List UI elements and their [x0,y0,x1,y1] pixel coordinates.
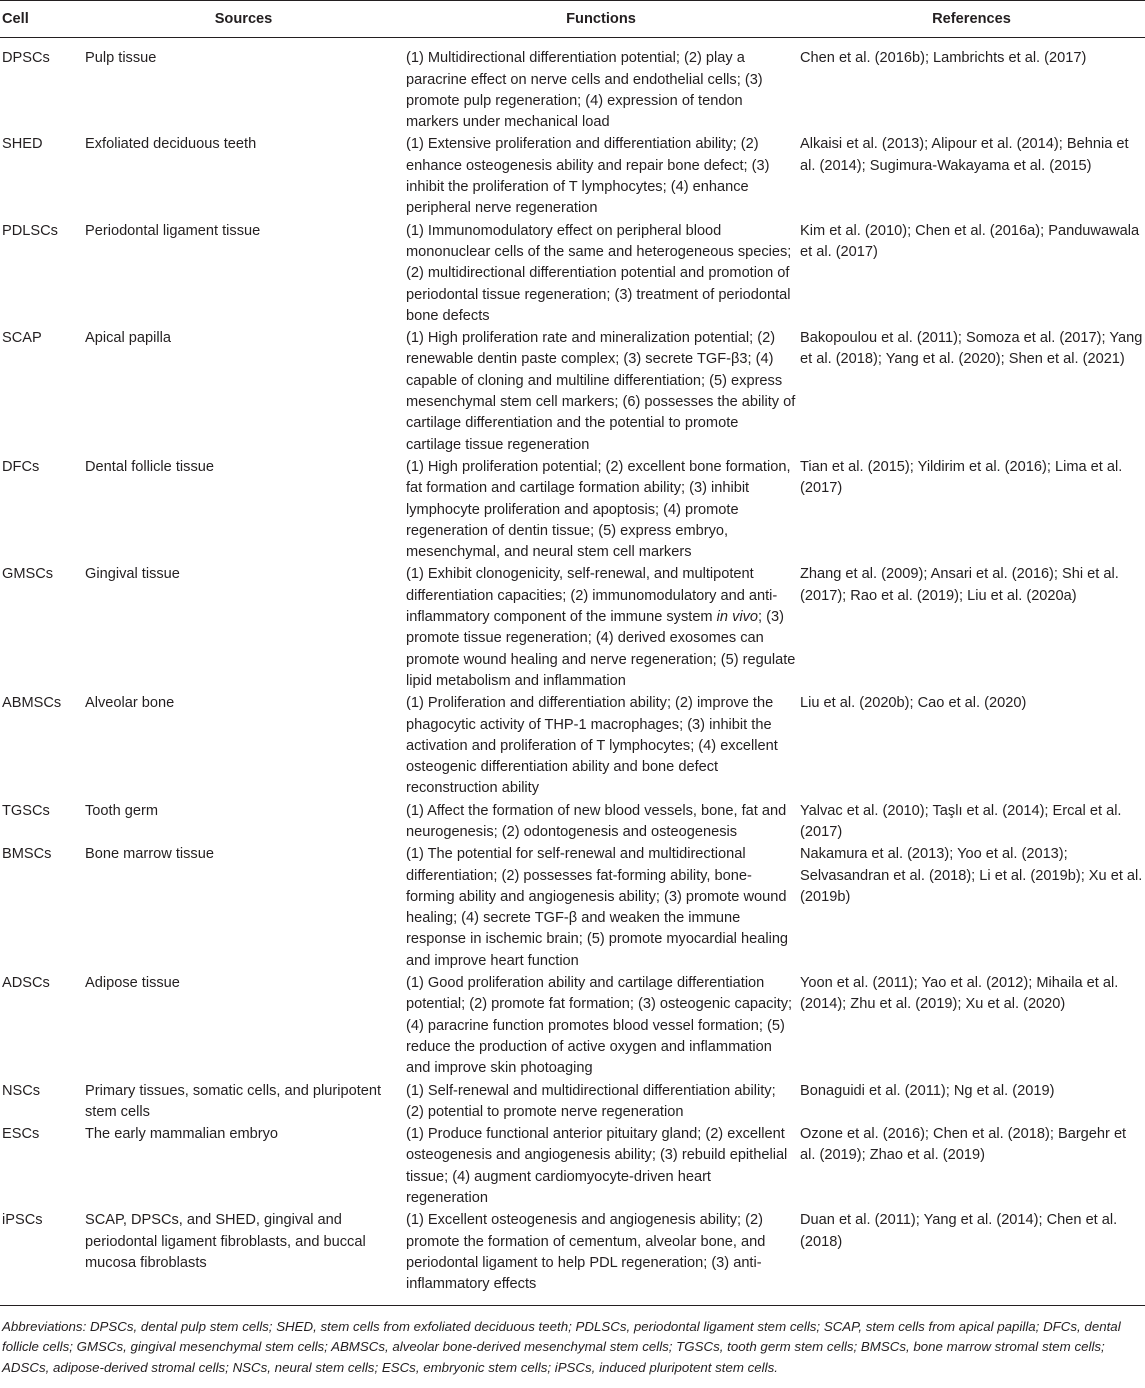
header-functions: Functions [404,1,798,38]
cell-functions: (1) Extensive proliferation and differentiation ability; (2) enhance osteogenesis ability and repair bone defect; (3) inhibit the proliferation of T lymphocytes; (4) enhance peripheral nerve regeneration [406,136,770,217]
cell-source: Apical papilla [85,330,171,347]
cell-references: Nakamura et al. (2013); Yoo et al. (2013); Selvasandran et al. (2018); Li et al. (2019b); Xu et al. (2019b) [800,846,1143,905]
cell-functions: (1) Self-renewal and multidirectional differentiation ability; (2) potential to promote nerve regeneration [406,1082,776,1120]
cell-functions: (1) The potential for self-renewal and multidirectional differentiation; (2) possesses fat-forming ability, bone-forming ability and angiogenesis ability; (3) promote wound healing; (4) secrete TGF-β and weaken the immune response in ischemic brain; (5) promote myocardial healing and improve heart function [406,846,789,969]
cell-references: Yalvac et al. (2010); Taşlı et al. (2014); Ercal et al. (2017) [800,802,1122,840]
cell-name: TGSCs [2,802,50,819]
cell-functions: (1) Produce functional anterior pituitary gland; (2) excellent osteogenesis and angiogenesis ability; (3) rebuild epithelial tissue; (4) augment cardiomyocyte-driven heart regeneration [406,1126,788,1207]
cell-functions: (1) Multidirectional differentiation potential; (2) play a paracrine effect on nerve cells and endothelial cells; (3) promote pulp regeneration; (4) expression of tendon markers under mechanical load [406,50,763,131]
cell-references: Alkaisi et al. (2013); Alipour et al. (2014); Behnia et al. (2014); Sugimura-Wakayama et al. (2015) [800,136,1129,174]
table-body [0,38,1145,1305]
cell-source: Alveolar bone [85,695,175,712]
functions-text: ; (3) promote tissue regeneration; (4) derived exosomes can promote wound healing and nerve regeneration; (5) regulate lipid metabolism and inflammation [406,609,796,689]
cell-name: GMSCs [2,566,54,583]
cell-name: DFCs [2,458,40,475]
cell-source: Pulp tissue [85,50,157,67]
header-references: References [798,1,1145,38]
cell-source: The early mammalian embryo [85,1126,279,1143]
table-footnote: Abbreviations: DPSCs, dental pulp stem cells; SHED, stem cells from exfoliated deciduous teeth; PDLSCs, periodontal ligament stem cells; SCAP, stem cells from apical papilla; DFCs, dental follicle cells; GMSCs, gingival mesenchymal stem cells; ABMSCs, alveolar bone-derived mesenchymal stem cells; TGSCs, tooth germ stem cells; BMSCs, bone marrow stromal stem cells; ADSCs, adipose-derived stromal cells; NSCs, neural stem cells; ESCs, embryonic stem cells; iPSCs, induced pluripotent stem cells. [2,1318,1121,1375]
cell-source: Periodontal ligament tissue [85,222,261,239]
cell-name: DPSCs [2,50,50,67]
cell-functions [404,563,798,692]
functions-text: (1) Exhibit clonogenicity, self-renewal, and multipotent differentiation capacities; (2) immunomodulatory and anti-inflammatory component of the immune system [406,566,778,626]
cell-source: Bone marrow tissue [85,846,214,863]
cell-source: Adipose tissue [85,975,180,992]
table-row [0,1209,1145,1305]
cell-references: Yoon et al. (2011); Yao et al. (2012); Mihaila et al. (2014); Zhu et al. (2019); Xu et al. (2020) [800,975,1119,1013]
cell-references: Liu et al. (2020b); Cao et al. (2020) [800,695,1027,712]
cell-name: ESCs [2,1126,40,1143]
cell-references: Bonaguidi et al. (2011); Ng et al. (2019) [800,1082,1055,1099]
table-row [0,1080,1145,1124]
cell-source: SCAP, DPSCs, and SHED, gingival and periodontal ligament fibroblasts, and buccal mucosa fibroblasts [83,1209,404,1305]
cell-name: iPSCs [0,1209,83,1305]
cell-functions: (1) Affect the formation of new blood vessels, bone, fat and neurogenesis; (2) odontogenesis and osteogenesis [406,802,787,840]
cell-source: Dental follicle tissue [85,458,214,475]
cell-references: Duan et al. (2011); Yang et al. (2014); Chen et al. (2018) [798,1209,1145,1305]
cell-functions: (1) High proliferation potential; (2) excellent bone formation, fat formation and cartilage formation ability; (3) inhibit lymphocyte proliferation and apoptosis; (4) promote regeneration of dentin tissue; (5) express embryo, mesenchymal, and neural stem cell markers [406,458,791,561]
table-row [0,456,1145,563]
table-row [0,972,1145,1079]
cell-references: Chen et al. (2016b); Lambrichts et al. (2017) [800,50,1087,67]
cell-functions: (1) High proliferation rate and mineralization potential; (2) renewable dentin paste complex; (3) secrete TGF-β3; (4) capable of cloning and multiline differentiation; (5) express mesenchymal stem cell markers; (6) possesses the ability of cartilage differentiation and the potential to promote cartilage tissue regeneration [406,330,796,453]
table-row [0,1123,1145,1209]
cell-name: BMSCs [2,846,52,863]
cell-name: ABMSCs [2,695,62,712]
cell-references: Bakopoulou et al. (2011); Somoza et al. (2017); Yang et al. (2018); Yang et al. (2020); Shen et al. (2021) [800,330,1143,368]
table-header [0,1,1145,38]
header-cell: Cell [0,1,83,38]
table-row [0,38,1145,134]
table-row [0,563,1145,692]
cell-source: Exfoliated deciduous teeth [85,136,257,153]
cell-name: SHED [2,136,43,153]
header-row [0,1,1145,38]
cell-functions: (1) Excellent osteogenesis and angiogenesis ability; (2) promote the formation of cementum, alveolar bone, and periodontal ligament to help PDL regeneration; (3) anti-inflammatory effects [404,1209,798,1305]
cell-functions: (1) Good proliferation ability and cartilage differentiation potential; (2) promote fat formation; (3) osteogenic capacity; (4) paracrine function promotes blood vessel formation; (5) reduce the production of active oxygen and inflammation and improve skin photoaging [406,975,793,1077]
cell-source: Tooth germ [85,802,159,819]
table-row [0,327,1145,456]
cell-name: PDLSCs [2,222,58,239]
table-row [0,843,1145,972]
cell-source: Gingival tissue [85,566,180,583]
table-row [0,220,1145,327]
cell-source: Primary tissues, somatic cells, and pluripotent stem cells [85,1082,382,1120]
table-row [0,692,1145,799]
cell-functions: (1) Immunomodulatory effect on peripheral blood mononuclear cells of the same and heterogeneous species; (2) multidirectional differentiation potential and promotion of periodontal tissue regeneration; (3) treatment of periodontal bone defects [406,222,792,324]
cell-name: ADSCs [2,975,50,992]
cell-references: Zhang et al. (2009); Ansari et al. (2016); Shi et al. (2017); Rao et al. (2019); Liu et al. (2020a) [800,566,1119,604]
cell-functions: (1) Proliferation and differentiation ability; (2) improve the phagocytic activity of THP-1 macrophages; (3) inhibit the activation and proliferation of T lymphocytes; (4) excellent osteogenic differentiation ability and bone defect reconstruction ability [406,695,778,797]
functions-italic-text: in vivo [716,609,759,626]
header-sources: Sources [83,1,404,38]
cell-name: NSCs [2,1082,41,1099]
cell-references: Tian et al. (2015); Yildirim et al. (2016); Lima et al. (2017) [800,458,1123,497]
table-row [0,800,1145,844]
table-row [0,133,1145,219]
cell-name: SCAP [2,330,42,347]
cell-references: Ozone et al. (2016); Chen et al. (2018); Bargehr et al. (2019); Zhao et al. (2019) [800,1126,1127,1164]
cell-references: Kim et al. (2010); Chen et al. (2016a); Panduwawala et al. (2017) [800,222,1140,260]
